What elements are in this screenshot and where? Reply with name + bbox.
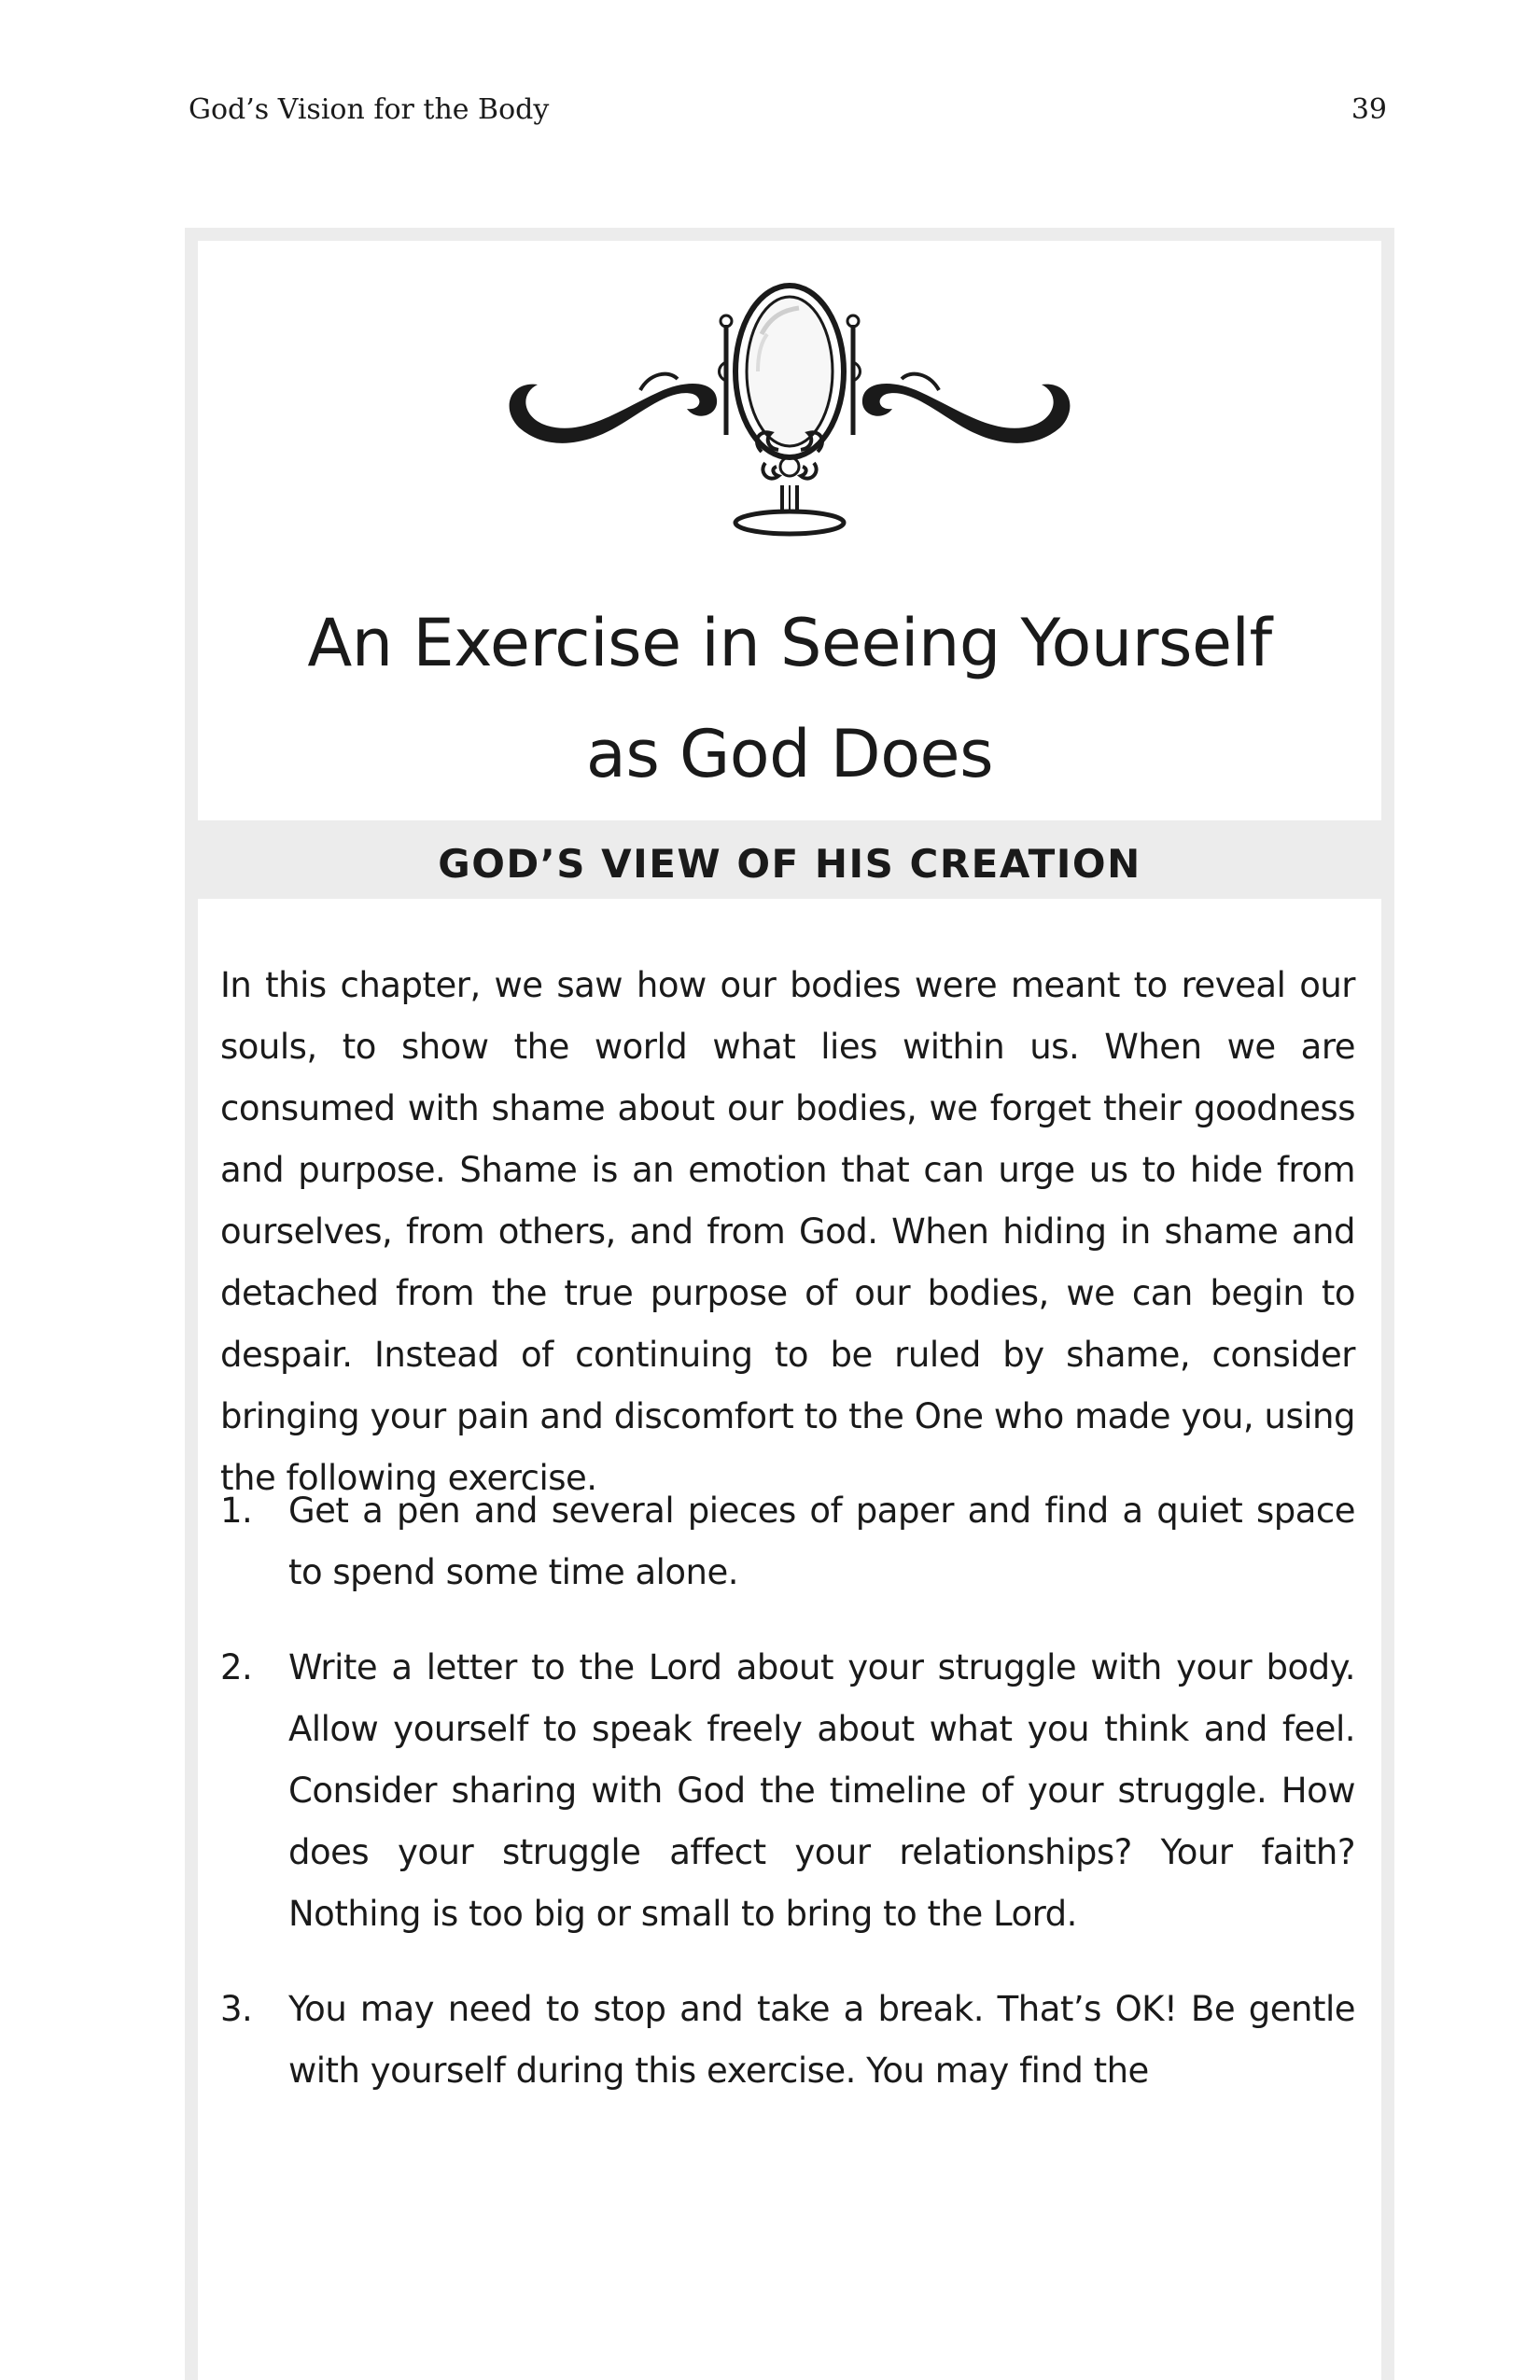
exercise-title-line-2: as God Does xyxy=(585,716,994,792)
list-item-text: You may need to stop and take a break. That’s OK! Be gentle with yourself during this exercise. You may find the xyxy=(288,1989,1355,2091)
hand-mirror-with-flourishes-icon xyxy=(482,269,1098,539)
exercise-title-line-1: An Exercise in Seeing Yourself xyxy=(307,605,1272,681)
exercise-box xyxy=(185,228,1394,2380)
running-head xyxy=(0,93,1540,131)
list-item-number: 1. xyxy=(220,1491,253,1531)
running-head-title: God’s Vision for the Body xyxy=(189,93,550,126)
steps-list xyxy=(220,1480,1355,2102)
list-item xyxy=(220,1480,1355,1603)
exercise-title xyxy=(198,588,1381,810)
exercise-box-header xyxy=(198,241,1381,820)
section-label: GOD’S VIEW OF HIS CREATION xyxy=(438,841,1141,887)
list-item xyxy=(220,1637,1355,1945)
intro-paragraph: In this chapter, we saw how our bodies were meant to reveal our souls, to show the world what lies within us. When we are consumed with shame about our bodies, we forget their goodness and purpose. Shame is an emotion that can urge us to hide from ourselves, from others, and from God. When hiding in shame and detached from the true purpose of our bodies, we can begin to despair. Instead of continuing to be ruled by shame, consider bringing your pain and discomfort to the One who made you, using the following exercise. xyxy=(220,965,1355,1498)
list-item-text: Write a letter to the Lord about your struggle with your body. Allow yourself to speak freely about what you think and feel. Consider sharing with God the timeline of your struggle. How does your struggle affect your relationships? Your faith? Nothing is too big or small to bring to the Lord. xyxy=(288,1647,1355,1934)
exercise-box-body xyxy=(198,899,1381,2380)
list-item xyxy=(220,1979,1355,2102)
list-item-text: Get a pen and several pieces of paper and find a quiet space to spend some time alone. xyxy=(288,1491,1355,1592)
list-item-number: 3. xyxy=(220,1989,253,2029)
page-number: 39 xyxy=(1351,93,1387,126)
list-item-number: 2. xyxy=(220,1647,253,1687)
